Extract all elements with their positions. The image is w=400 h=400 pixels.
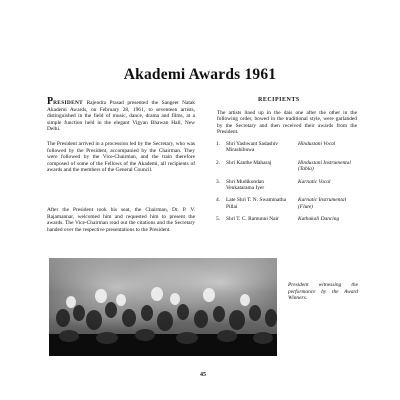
drop-cap: P xyxy=(47,96,54,107)
recipient-number: 4. xyxy=(216,197,221,204)
crowd-photo-graphic xyxy=(49,258,277,356)
list-item xyxy=(216,216,360,229)
intro-paragraph-text: Rajendra Prasad presented the Sangeet Natak Akademi Awards, on February 28, 1961, to seventeen artists, distinguished in the field of music, dance, drama and films, at a simple function held in the elegant Vigyan Bhawan Hall, New Delhi. xyxy=(47,100,195,133)
recipients-intro: The artists lined up in the dais one after the other in the following order, bowed in the traditional style, were garlanded by the Secretary and then received their awards from the President. xyxy=(217,110,357,136)
recipient-name: Shri Yashwant Sadashiv Mirashibuwa xyxy=(226,141,278,154)
lead-word: RESIDENT xyxy=(53,100,84,106)
photo-caption: President witnessing the performance by the Award Winners. xyxy=(288,282,358,302)
recipient-number: 2. xyxy=(216,159,221,166)
presentation-paragraph: After the President took his seat, the Chairman, Dr. P. V. Rajamannar, welcomed him and requested him to present the awards. The Vice-Chairman read out the citations and the Secretary handed over the respective presentations to the President. xyxy=(47,207,195,233)
recipient-number: 1. xyxy=(216,141,221,147)
procession-paragraph: The President arrived in a procession led by the Secretary, who was followed by the President, accompanied by the Chairman. They were followed by the Vice-Chairman, and the train therefore composed of some of the Fellows of the Akademi, all recipients of awards and the members of the General Council. xyxy=(47,141,195,174)
page-title: Akademi Awards 1961 xyxy=(123,66,277,83)
page-number: 45 xyxy=(200,372,206,378)
recipients-heading: RECIPIENTS xyxy=(258,97,300,103)
intro-paragraph xyxy=(47,96,195,133)
recipient-award: Karnatic Vocal xyxy=(298,178,331,185)
list-item xyxy=(216,141,360,154)
recipient-number: 3. xyxy=(216,178,221,185)
recipient-name: Shri Kanthe Maharaj xyxy=(226,159,272,166)
recipient-award: Karnatic Instrumental (Flute) xyxy=(298,197,347,210)
recipient-name: Shri T. C. Ramunni Nair xyxy=(226,216,279,223)
list-item xyxy=(216,179,360,192)
recipient-award: Hindustani Instrumental (Tabla) xyxy=(298,159,351,173)
list-item xyxy=(216,197,360,210)
recipient-award: Kathakali Dancing xyxy=(298,216,340,223)
recipient-name: Late Shri T. N. Swaminatha Pillai xyxy=(226,197,286,210)
recipient-award: Hindustani Vocal xyxy=(298,141,336,147)
list-item xyxy=(216,160,360,173)
recipients-list xyxy=(216,141,360,235)
event-photo xyxy=(49,258,277,356)
recipient-number: 5. xyxy=(216,216,221,223)
recipient-name: Shri Mudikondan Venkatarama Iyer xyxy=(226,178,265,191)
